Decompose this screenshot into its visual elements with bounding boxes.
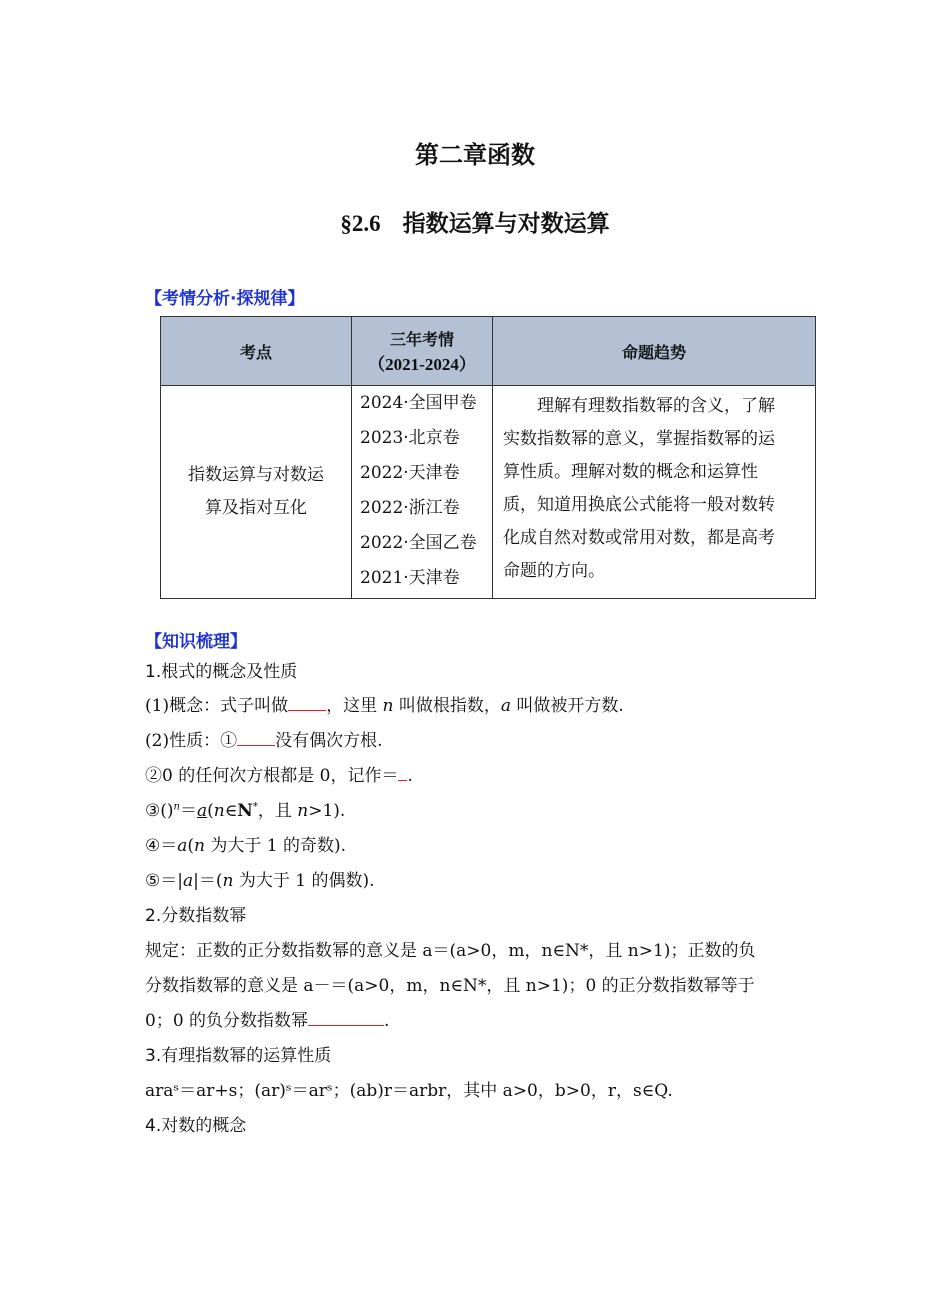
s1-line2: [145, 729, 383, 753]
s1-line5: [145, 834, 346, 858]
text: >1).: [308, 801, 346, 821]
text: (: [207, 801, 214, 821]
exam-analysis-heading: 【考情分析·探规律】: [145, 289, 305, 309]
answer-blank: [237, 731, 275, 746]
answer-blank: [308, 1011, 384, 1026]
text: .: [384, 1011, 390, 1031]
s1-line3: [145, 764, 413, 788]
s1-title: 1.根式的概念及性质: [145, 662, 298, 682]
year-item: 2022·全国乙卷: [360, 533, 477, 553]
var-n: n: [382, 696, 394, 716]
s3-title: 3.有理指数幂的运算性质: [145, 1046, 332, 1066]
var-n: n: [222, 871, 234, 891]
header-years-line2: （2021-2024）: [368, 355, 476, 374]
var-a: a: [196, 801, 208, 821]
year-item: 2023·北京卷: [360, 428, 460, 448]
header-trend: 命题趋势: [493, 317, 816, 386]
s1-line6: [145, 869, 375, 893]
text: |＝(: [193, 871, 223, 891]
trend-line: 质，知道用换底公式能将一般对数转: [503, 495, 775, 515]
var-a: a: [177, 836, 188, 856]
text: ⑤＝|: [145, 871, 183, 891]
text: (: [187, 836, 195, 856]
text: ④＝: [145, 836, 178, 856]
s2-line1: 规定：正数的正分数指数幂的意义是 a＝(a>0，m，n∈N*，且 n>1)；正数的负: [145, 941, 756, 961]
section-title: [0, 205, 950, 238]
set-N: N: [237, 801, 253, 821]
answer-blank: [288, 696, 326, 711]
cell-trend: [493, 386, 816, 599]
trend-line: 化成自然对数或常用对数，都是高考: [503, 528, 775, 548]
var-a: a: [182, 871, 194, 891]
kaodian-line: 算及指对互化: [205, 498, 307, 518]
text: 叫做根指数，: [398, 696, 501, 716]
var-n: n: [213, 801, 225, 821]
cell-kaodian: [161, 386, 352, 599]
s2-title: 2.分数指数幂: [145, 906, 247, 926]
chapter-title: 第二章函数: [415, 141, 535, 169]
text: 叫做被开方数.: [516, 696, 624, 716]
year-item: 2022·浙江卷: [360, 498, 460, 518]
text: 为大于 1 的偶数).: [233, 871, 375, 891]
exam-analysis-table: [160, 316, 816, 599]
text: 没有偶次方根.: [275, 731, 383, 751]
text: .: [407, 766, 413, 786]
text: (2)性质：①: [145, 731, 238, 751]
trend-line: 理解有理数指数幂的含义，了解: [537, 396, 775, 416]
year-item: 2022·天津卷: [360, 463, 460, 483]
var-n: n: [194, 836, 205, 856]
table-row: [161, 386, 816, 599]
s1-line4: [145, 799, 345, 823]
text: ∈: [224, 801, 238, 821]
text: ，这里: [326, 696, 378, 716]
table-header-row: [161, 317, 816, 386]
s3-line: araˢ＝ar+s；(ar)ˢ＝arˢ；(ab)r＝arbr，其中 a>0，b>0，r，s∈Q.: [145, 1081, 673, 1101]
s1-line1: [145, 694, 624, 718]
header-years-line1: 三年考情: [389, 330, 454, 349]
text: ②0 的任何次方根都是 0，记作＝: [145, 766, 399, 786]
section-number: §2.6: [340, 211, 381, 236]
s4-title: 4.对数的概念: [145, 1116, 247, 1136]
trend-line: 实数指数幂的意义，掌握指数幂的运: [503, 429, 775, 449]
text: ，且: [257, 801, 298, 821]
header-years: [352, 317, 493, 386]
text: 为大于 1 的奇数).: [204, 836, 347, 856]
trend-line: 命题的方向。: [503, 561, 605, 581]
var-n: n: [297, 801, 309, 821]
text: (1)概念：式子叫做: [145, 696, 289, 716]
trend-line: 算性质。理解对数的概念和运算性: [503, 462, 758, 482]
text: ＝: [179, 801, 197, 821]
text: ③(): [145, 801, 174, 821]
section-name: 指数运算与对数运算: [402, 211, 610, 237]
year-item: 2024·全国甲卷: [360, 393, 477, 413]
kaodian-line: 指数运算与对数运: [188, 465, 324, 485]
text: 0；0 的负分数指数幂: [145, 1011, 309, 1031]
cell-years: [352, 386, 493, 599]
s2-line2: 分数指数幂的意义是 a－＝(a>0，m，n∈N*，且 n>1)；0 的正分数指数幂等于: [145, 976, 755, 996]
s2-line3: [145, 1009, 389, 1033]
var-a: a: [500, 696, 511, 716]
header-kaodian: 考点: [161, 317, 352, 386]
year-item: 2021·天津卷: [360, 568, 460, 588]
text: *: [252, 801, 258, 813]
var-n: n: [173, 801, 180, 813]
knowledge-heading: 【知识梳理】: [145, 632, 247, 652]
